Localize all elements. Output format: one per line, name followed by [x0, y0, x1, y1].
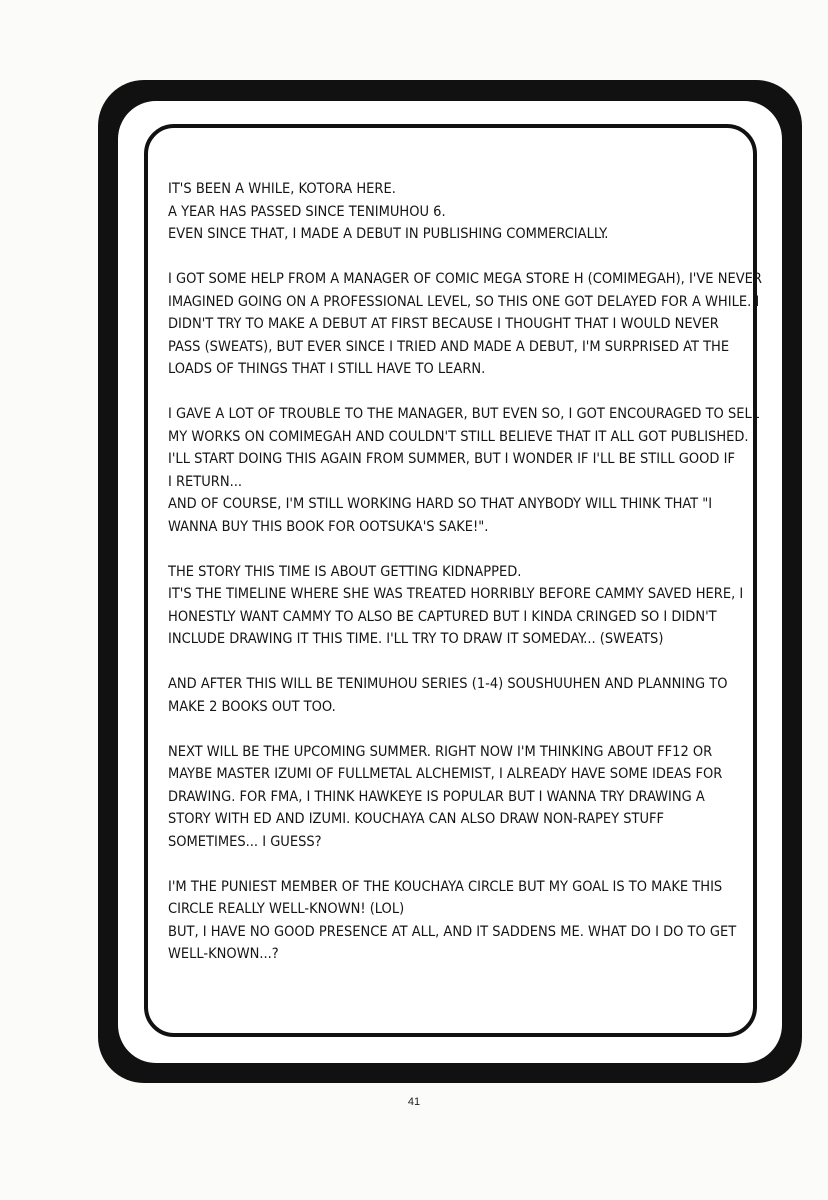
paragraph-3 [168, 403, 760, 538]
text-line: I RETURN... [168, 473, 243, 490]
text-line: MAKE 2 BOOKS OUT TOO. [168, 698, 336, 715]
text-line: HONESTLY WANT CAMMY TO ALSO BE CAPTURED BUT I KINDA CRINGED SO I DIDN'T [168, 608, 717, 625]
paragraph-2 [168, 268, 762, 381]
text-line: WELL-KNOWN...? [168, 946, 279, 962]
page-number: 41 [407, 1096, 421, 1108]
text-line: SOMETIMES... I GUESS? [168, 833, 322, 850]
text-line: IT'S BEEN A WHILE, KOTORA HERE. [168, 181, 396, 197]
text-line: IMAGINED GOING ON A PROFESSIONAL LEVEL, SO THIS ONE GOT DELAYED FOR A WHILE. I [168, 293, 760, 310]
text-line: WANNA BUY THIS BOOK FOR OOTSUKA'S SAKE!". [168, 518, 489, 535]
paragraph-6 [168, 741, 738, 854]
text-line: PASS (SWEATS), BUT EVER SINCE I TRIED AND MADE A DEBUT, I'M SURPRISED AT THE [168, 338, 730, 355]
text-line: I'M THE PUNIEST MEMBER OF THE KOUCHAYA CIRCLE BUT MY GOAL IS TO MAKE THIS [168, 878, 723, 895]
text-line: I'LL START DOING THIS AGAIN FROM SUMMER, BUT I WONDER IF I'LL BE STILL GOOD IF [168, 451, 735, 467]
paragraph-7 [168, 876, 738, 966]
afterword-text [168, 178, 762, 988]
text-line: DIDN'T TRY TO MAKE A DEBUT AT FIRST BECAUSE I THOUGHT THAT I WOULD NEVER [168, 316, 719, 332]
text-line: A YEAR HAS PASSED SINCE TENIMUHOU 6. [168, 203, 446, 220]
text-line: INCLUDE DRAWING IT THIS TIME. I'LL TRY TO DRAW IT SOMEDAY... (SWEATS) [168, 631, 664, 647]
text-line: MY WORKS ON COMIMEGAH AND COULDN'T STILL BELIEVE THAT IT ALL GOT PUBLISHED. [168, 428, 749, 445]
text-line: BUT, I HAVE NO GOOD PRESENCE AT ALL, AND IT SADDENS ME. WHAT DO I DO TO GET [168, 923, 737, 940]
text-line: LOADS OF THINGS THAT I STILL HAVE TO LEARN. [168, 361, 486, 377]
text-line: NEXT WILL BE THE UPCOMING SUMMER. RIGHT NOW I'M THINKING ABOUT FF12 OR [168, 743, 713, 760]
text-line: EVEN SINCE THAT, I MADE A DEBUT IN PUBLISHING COMMERCIALLY. [168, 226, 609, 242]
text-line: AND AFTER THIS WILL BE TENIMUHOU SERIES (1-4) SOUSHUUHEN AND PLANNING TO [168, 676, 728, 692]
text-line: DRAWING. FOR FMA, I THINK HAWKEYE IS POPULAR BUT I WANNA TRY DRAWING A [168, 788, 705, 805]
text-line: STORY WITH ED AND IZUMI. KOUCHAYA CAN ALSO DRAW NON-RAPEY STUFF [168, 811, 665, 827]
text-line: AND OF COURSE, I'M STILL WORKING HARD SO THAT ANYBODY WILL THINK THAT "I [168, 496, 713, 512]
paragraph-1 [168, 178, 738, 246]
paragraph-5 [168, 673, 738, 718]
text-line: THE STORY THIS TIME IS ABOUT GETTING KIDNAPPED. [168, 563, 522, 580]
text-line: MAYBE MASTER IZUMI OF FULLMETAL ALCHEMIST, I ALREADY HAVE SOME IDEAS FOR [168, 766, 723, 782]
paragraph-4 [168, 561, 744, 651]
text-line: I GOT SOME HELP FROM A MANAGER OF COMIC MEGA STORE H (COMIMEGAH), I'VE NEVER [168, 271, 762, 287]
text-line: I GAVE A LOT OF TROUBLE TO THE MANAGER, BUT EVEN SO, I GOT ENCOURAGED TO SELL [168, 406, 760, 422]
text-line: IT'S THE TIMELINE WHERE SHE WAS TREATED HORRIBLY BEFORE CAMMY SAVED HERE, I [168, 586, 744, 602]
text-line: CIRCLE REALLY WELL-KNOWN! (LOL) [168, 901, 405, 917]
